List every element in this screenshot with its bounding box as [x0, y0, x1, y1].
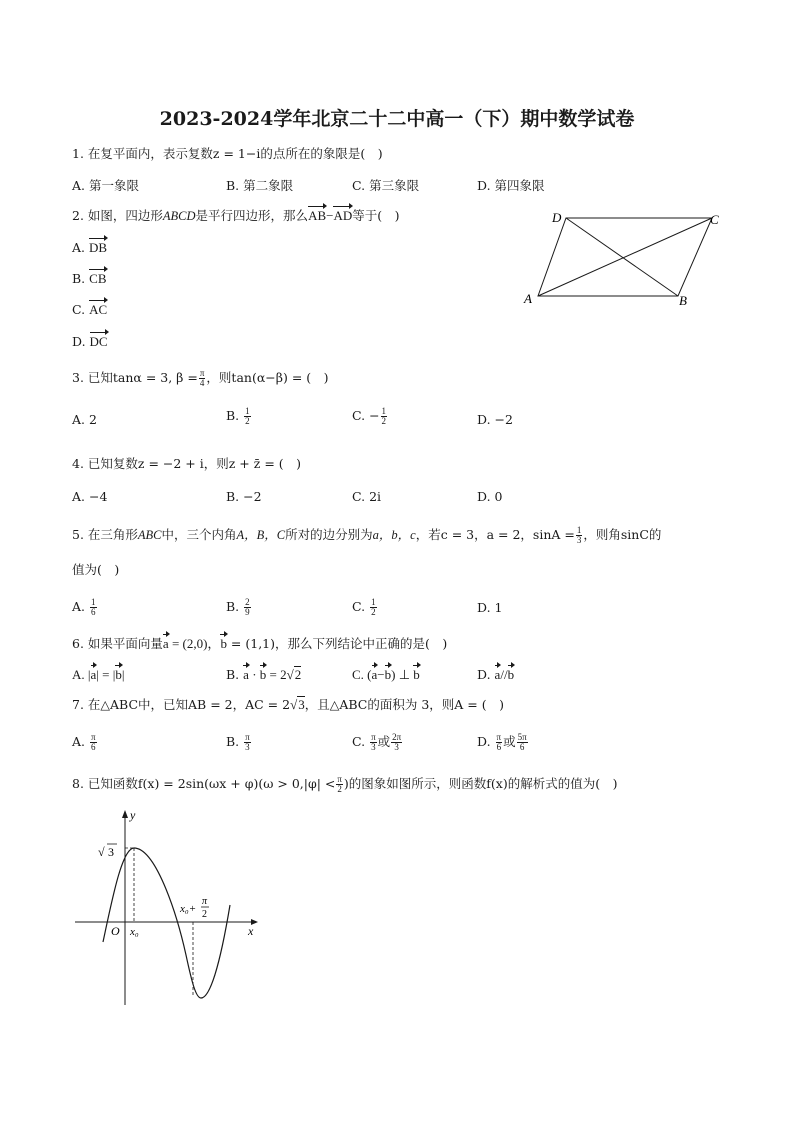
question-1-option-c[interactable]: C. 第三象限 — [352, 178, 420, 193]
fraction-numerator: 1 — [91, 597, 96, 607]
question-2-stem-text: 是平行四边形，那么 — [195, 208, 309, 223]
vector-b: b — [115, 667, 122, 682]
fraction-pi-over-2 — [336, 775, 343, 794]
option-letter: C. − — [352, 408, 380, 423]
question-2-stem — [72, 208, 400, 224]
question-6-option-b[interactable]: B. a · b = 2√2 — [226, 667, 302, 682]
question-7-stem-text: 7. 在△ABC中，已知AB = 2，AC = 2 — [72, 697, 291, 712]
fraction-numerator: 1 — [371, 597, 376, 607]
question-5-stem-line2: 值为( ) — [72, 562, 120, 577]
fraction-denominator: 3 — [576, 535, 582, 545]
fraction-denominator: 6 — [496, 742, 502, 752]
fraction — [517, 733, 528, 752]
question-3-stem-text: ，则tan(α−β) = ( ) — [206, 370, 329, 385]
fraction-denominator: 2 — [337, 784, 342, 794]
fraction-denominator: 2 — [245, 416, 250, 426]
question-3-option-a[interactable]: A. 2 — [72, 412, 97, 427]
diagonal-ca — [538, 218, 712, 296]
option-text: // — [500, 667, 508, 682]
question-5-stem-text: 所对的边分别为 — [285, 527, 373, 542]
question-8-stem-text: 8. 已知函数f(x) = 2sin(ωx + φ)(ω > 0,|φ| < — [72, 776, 336, 791]
question-8-stem-text: )的图象如图所示，则函数f(x)的解析式的值为( ) — [343, 776, 618, 791]
vertex-a-label: A — [524, 291, 532, 306]
question-5-stem — [72, 526, 661, 545]
question-6-option-d[interactable] — [477, 667, 514, 683]
fraction-numerator: 2π — [392, 732, 402, 742]
question-5-option-b[interactable] — [226, 598, 252, 617]
option-text: − — [377, 667, 385, 682]
question-7-option-a[interactable] — [72, 733, 98, 752]
question-3-stem-text: 3. 已知tanα = 3, β = — [72, 370, 198, 385]
question-5-stem-text: ，若c = 3，a = 2，sinA = — [415, 527, 575, 542]
fraction — [496, 733, 503, 752]
sqrt-symbol: √ — [98, 845, 105, 859]
question-5-option-d[interactable]: D. 1 — [477, 600, 503, 615]
fraction-denominator: 3 — [245, 742, 250, 752]
pi-label: π — [202, 896, 208, 907]
fraction-denominator: 6 — [91, 607, 96, 617]
question-4-stem: 4. 已知复数z = −2 + i，则z + z̄ = ( ) — [72, 456, 302, 471]
question-1-stem: 1. 在复平面内，表示复数z = 1−i的点所在的象限是( ) — [72, 146, 383, 161]
option-letter: D. — [72, 334, 86, 349]
fraction-denominator: 6 — [91, 742, 96, 752]
y-axis-arrow-icon — [122, 810, 128, 818]
sine-graph-figure — [70, 805, 270, 1010]
option-letter: D. — [477, 667, 491, 682]
fraction — [391, 733, 402, 752]
question-1-option-b[interactable]: B. 第二象限 — [226, 178, 294, 193]
vector-a: a — [243, 667, 249, 682]
vertex-d-label: D — [552, 210, 562, 225]
fraction — [370, 598, 377, 617]
fraction — [90, 598, 97, 617]
x0-label: x₀ — [130, 926, 139, 938]
question-1-option-a[interactable]: A. 第一象限 — [72, 178, 139, 193]
question-7-stem: 7. 在△ABC中，已知AB = 2，AC = 2√3，且△ABC的面积为 3，则A = ( ) — [72, 697, 504, 712]
fraction-denominator: 9 — [245, 607, 250, 617]
option-letter: C. — [352, 734, 366, 749]
question-6-stem-text: = (1,1)，那么下列结论中正确的是( ) — [226, 636, 448, 651]
fraction — [90, 733, 97, 752]
fraction-numerator: 2 — [245, 597, 250, 607]
option-text: | — [121, 667, 125, 682]
option-letter: C. — [352, 599, 366, 614]
vector-a: a — [494, 667, 501, 682]
option-letter: D. — [477, 734, 491, 749]
fraction-denominator: 6 — [519, 742, 525, 752]
fraction-numerator: 1 — [381, 406, 387, 416]
sqrt-radicand: 2 — [294, 667, 302, 682]
question-7-option-d[interactable] — [477, 733, 529, 752]
fraction-numerator: π — [91, 732, 96, 742]
vector-b: b — [413, 667, 420, 682]
or-text: 或 — [503, 734, 516, 749]
fraction-denominator: 4 — [199, 378, 205, 388]
question-4-option-b[interactable]: B. −2 — [226, 489, 262, 504]
vector-dc: DC — [89, 334, 108, 349]
question-6-option-c[interactable] — [352, 667, 420, 683]
fraction-denominator: 2 — [371, 607, 376, 617]
vector-a: a — [371, 667, 378, 682]
vector-b: b — [507, 667, 515, 682]
option-letter: B. — [226, 734, 240, 749]
origin-label: O — [111, 924, 120, 938]
vector-a-value: = (2,0)， — [168, 636, 221, 651]
question-6-stem — [72, 636, 447, 652]
max-value-label: 3 — [108, 845, 114, 859]
angle-names: A，B，C — [236, 528, 286, 542]
vector-a: a — [90, 667, 97, 682]
question-3-option-b[interactable] — [226, 407, 252, 426]
question-2-option-d[interactable] — [72, 334, 108, 350]
question-2-option-c[interactable] — [72, 302, 107, 318]
y-axis-label: y — [130, 808, 136, 822]
exam-title: 2023-2024学年北京二十二中高一（下）期中数学试卷 — [159, 108, 635, 130]
vector-a: a — [162, 636, 169, 651]
question-4-option-c[interactable]: C. 2i — [352, 489, 382, 504]
question-5-stem-text: ，则角sinC的 — [583, 527, 662, 542]
vertex-c-label: C — [710, 212, 719, 227]
option-letter: A. — [72, 240, 86, 255]
vector-b: b — [220, 636, 227, 651]
vector-db: DB — [89, 240, 108, 255]
fraction — [370, 733, 377, 752]
quadrilateral-name: ABCD — [162, 209, 196, 223]
option-letter: B. — [72, 271, 86, 286]
fraction-numerator: 5π — [517, 732, 527, 742]
side-names: a，b，c — [372, 528, 416, 542]
question-4-option-d[interactable]: D. 0 — [477, 489, 503, 504]
option-text: C. ( — [352, 667, 372, 682]
fraction-denominator: 2 — [381, 416, 387, 426]
vector-ac: AC — [89, 302, 108, 317]
fraction-numerator: π — [199, 368, 205, 378]
question-2-stem-text: 等于( ) — [352, 208, 400, 223]
option-letter: C. — [72, 302, 86, 317]
two-label: 2 — [202, 909, 207, 920]
minus-sign: − — [326, 208, 334, 223]
question-1-option-d[interactable]: D. 第四象限 — [477, 178, 545, 193]
question-2-option-b[interactable] — [72, 271, 107, 287]
question-2-option-a[interactable] — [72, 240, 107, 256]
option-letter: A. — [72, 599, 86, 614]
fraction-denominator: 3 — [371, 742, 376, 752]
parallelogram-figure — [518, 205, 728, 310]
vector-b: b — [259, 667, 267, 682]
question-7-option-b[interactable] — [226, 733, 252, 752]
question-5-stem-text: 中，三个内角 — [161, 527, 237, 542]
option-text: = 2 — [266, 667, 287, 682]
sine-curve — [103, 848, 230, 998]
option-text: A. | — [72, 667, 91, 682]
fraction — [244, 407, 251, 426]
fraction-pi-over-4 — [199, 369, 206, 388]
fraction-numerator: π — [371, 732, 376, 742]
option-letter: B. — [226, 408, 240, 423]
question-5-option-a[interactable] — [72, 598, 98, 617]
vector-ad: AD — [333, 208, 353, 223]
vertex-b-label: B — [679, 293, 687, 308]
question-5-option-c[interactable] — [352, 598, 378, 617]
option-letter: A. — [72, 734, 86, 749]
fraction-denominator: 3 — [394, 742, 399, 752]
question-3-stem — [72, 369, 329, 388]
option-text: ) ⊥ — [391, 667, 414, 682]
option-text: · — [248, 667, 260, 682]
question-2-stem-text: 2. 如图，四边形 — [72, 208, 163, 223]
option-text: | = | — [96, 667, 116, 682]
diagonal-db — [566, 218, 678, 296]
question-6-option-a[interactable] — [72, 667, 124, 683]
option-letter: B. — [226, 599, 240, 614]
question-8-stem — [72, 775, 617, 794]
vector-ab: AB — [308, 208, 327, 223]
sqrt-radicand: 3 — [298, 697, 305, 712]
x-axis-label: x — [248, 924, 254, 938]
fraction-one-third — [576, 526, 583, 545]
or-text: 或 — [377, 734, 391, 749]
option-letter: B. — [226, 667, 240, 682]
x0-plus-label: x₀+ — [180, 903, 197, 915]
vector-cb: CB — [89, 271, 107, 286]
question-5-stem-text: 5. 在三角形 — [72, 527, 138, 542]
fraction-numerator: π — [337, 774, 342, 784]
fraction — [244, 598, 251, 617]
triangle-name: ABC — [137, 528, 162, 542]
fraction-numerator: π — [496, 732, 502, 742]
question-7-stem-text: ，且△ABC的面积为 3，则A = ( ) — [304, 697, 504, 712]
vector-b: b — [384, 667, 392, 682]
question-7-option-c[interactable] — [352, 733, 403, 752]
question-3-option-d[interactable]: D. −2 — [477, 412, 513, 427]
fraction — [381, 407, 388, 426]
fraction-numerator: π — [245, 732, 250, 742]
fraction — [244, 733, 251, 752]
fraction-numerator: 1 — [245, 406, 250, 416]
fraction-numerator: 1 — [576, 525, 582, 535]
question-6-stem-text: 6. 如果平面向量 — [72, 636, 163, 651]
question-4-option-a[interactable]: A. −4 — [72, 489, 108, 504]
question-3-option-c[interactable] — [352, 407, 388, 426]
